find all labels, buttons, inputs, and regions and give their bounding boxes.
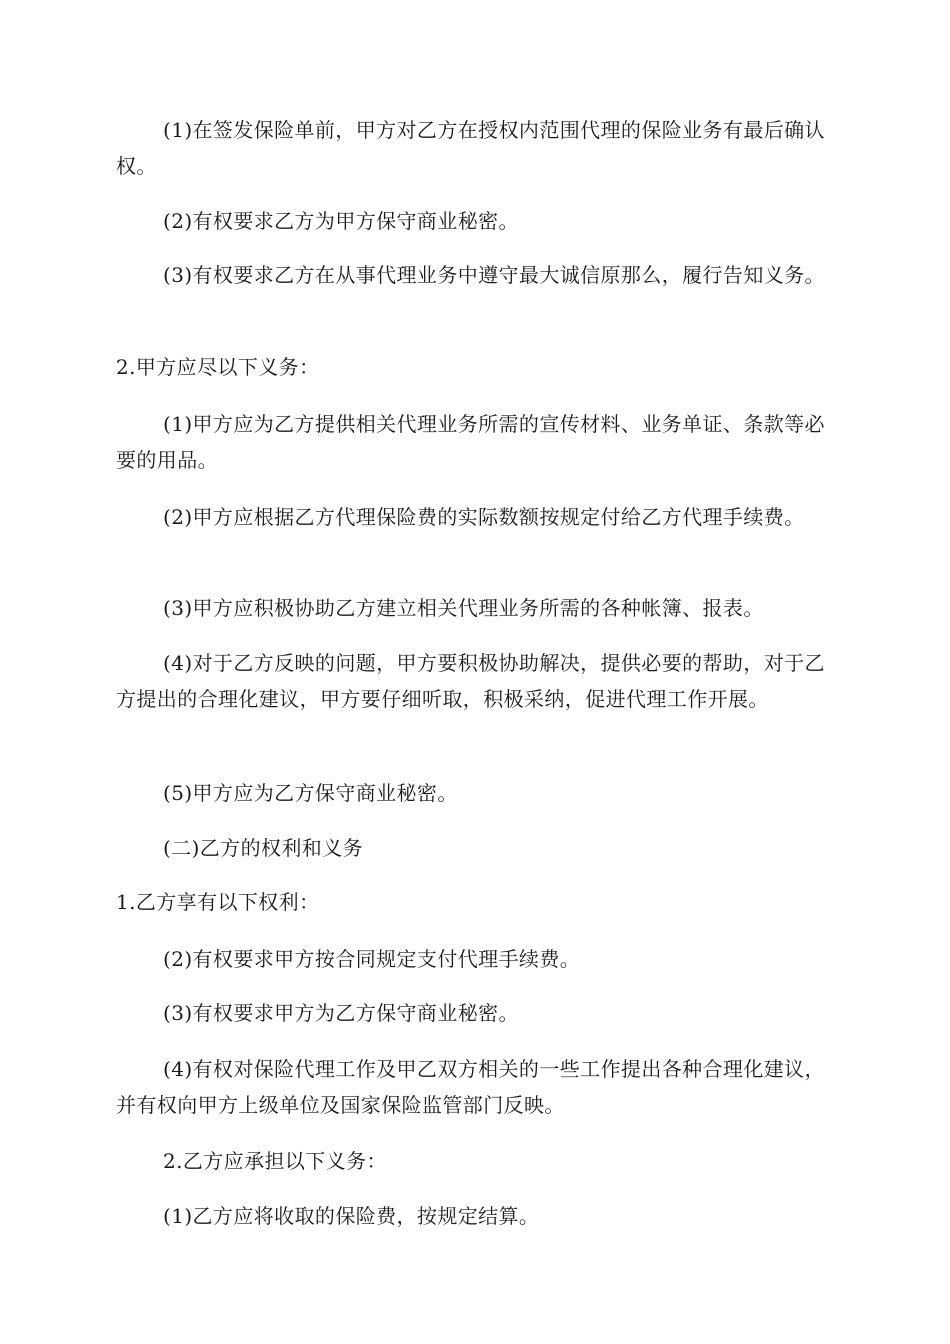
paragraph-obligation-4-assistance: (4)对于乙方反映的问题，甲方要积极协助解决，提供必要的帮助，对于乙方提出的合理化建议，甲方要仔细听取，积极采纳，促进代理工作开展。 xyxy=(116,651,825,711)
heading-party-b-obligations: 2.乙方应承担以下义务： xyxy=(163,1149,387,1173)
section-heading-party-b-rights-obligations: (二)乙方的权利和义务 xyxy=(163,836,364,860)
paragraph-b-right-2-commission: (2)有权要求甲方按合同规定支付代理手续费。 xyxy=(163,947,581,971)
paragraph-b-obligation-1-settlement: (1)乙方应将收取的保险费，按规定结算。 xyxy=(163,1204,540,1228)
paragraph-obligation-3-records: (3)甲方应积极协助乙方建立相关代理业务所需的各种帐簿、报表。 xyxy=(163,596,764,620)
paragraph-right-1-final-confirmation: (1)在签发保险单前，甲方对乙方在授权内范围代理的保险业务有最后确认权。 xyxy=(116,118,825,178)
paragraph-obligation-2-commission: (2)甲方应根据乙方代理保险费的实际数额按规定付给乙方代理手续费。 xyxy=(163,505,805,529)
heading-party-a-obligations: 2.甲方应尽以下义务： xyxy=(116,355,320,379)
paragraph-b-right-4-suggestions: (4)有权对保险代理工作及甲乙双方相关的一些工作提出各种合理化建议，并有权向甲方上级单位及国家保险监管部门反映。 xyxy=(116,1057,825,1117)
paragraph-obligation-1-materials: (1)甲方应为乙方提供相关代理业务所需的宣传材料、业务单证、条款等必要的用品。 xyxy=(116,412,825,472)
paragraph-obligation-5-trade-secret: (5)甲方应为乙方保守商业秘密。 xyxy=(163,781,458,805)
heading-party-b-rights: 1.乙方享有以下权利： xyxy=(116,890,320,914)
paragraph-right-3-good-faith: (3)有权要求乙方在从事代理业务中遵守最大诚信原那么，履行告知义务。 xyxy=(163,263,825,287)
paragraph-b-right-3-trade-secret: (3)有权要求甲方为乙方保守商业秘密。 xyxy=(163,1001,519,1025)
paragraph-right-2-trade-secret: (2)有权要求乙方为甲方保守商业秘密。 xyxy=(163,209,519,233)
